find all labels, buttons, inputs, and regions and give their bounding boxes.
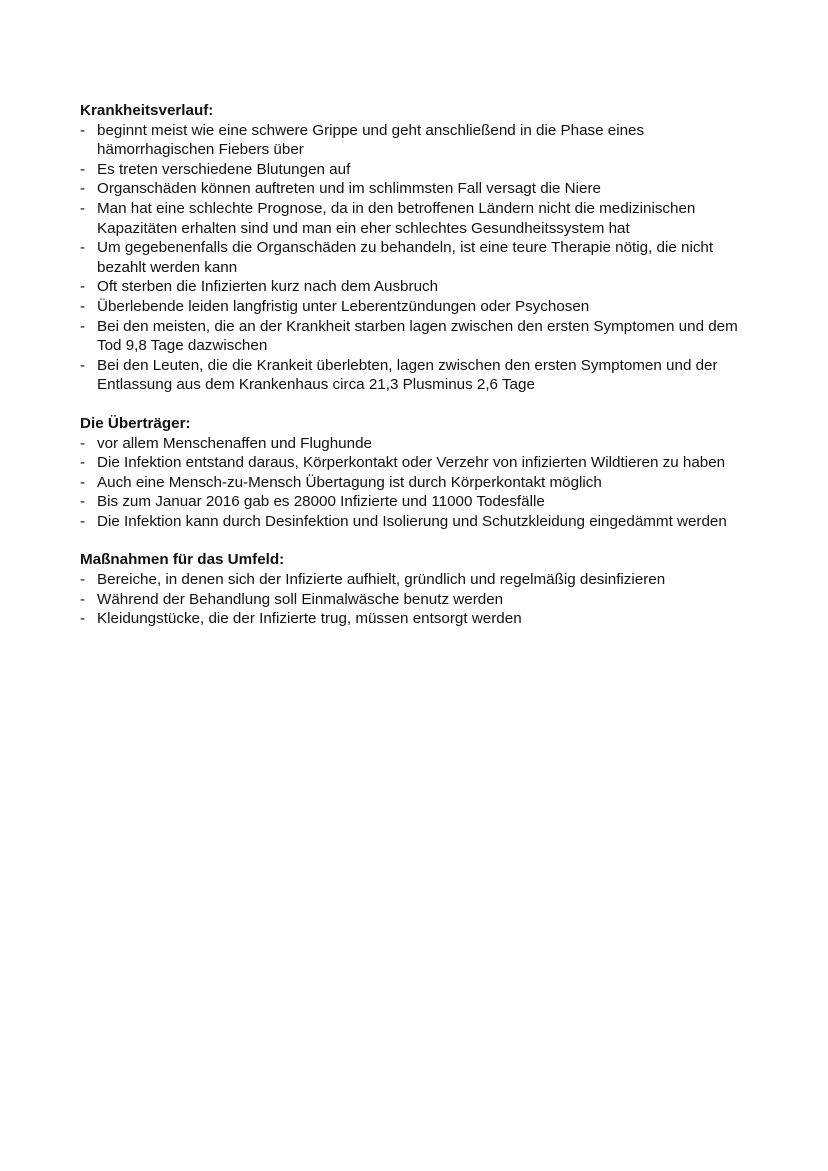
list-item (80, 317, 750, 356)
list-item-text: Oft sterben die Infizierten kurz nach dem Ausbruch (97, 278, 439, 296)
list-item (80, 453, 750, 473)
bullet-marker: - (80, 590, 86, 608)
list-item (80, 570, 750, 590)
bullet-marker: - (80, 493, 86, 511)
document-content (80, 101, 750, 629)
list-item (80, 356, 750, 395)
bullet-marker: - (80, 610, 86, 628)
bullet-marker: - (80, 434, 86, 452)
list-item-text: Die Infektion entstand daraus, Körperkontakt oder Verzehr von infizierten Wildtieren zu haben (97, 454, 726, 472)
list-item-text: Um gegebenenfalls die Organschäden zu behandeln, ist eine teure Therapie nötig, die nicht bezahlt werden kann (97, 239, 714, 276)
list-item-text: beginnt meist wie eine schwere Grippe und geht anschließend in die Phase eines hämorrhagischen Fiebers über (97, 121, 645, 159)
list-item-text: Man hat eine schlechte Prognose, da in den betroffenen Ländern nicht die medizinischen Kapazitäten erhalten sind und man ein eher schlechtes Gesundheitssystem hat (97, 199, 696, 237)
list-item-text: Es treten verschiedene Blutungen auf (97, 160, 351, 178)
list-item (80, 434, 750, 454)
section-heading: Die Überträger: (80, 414, 191, 432)
list-item (80, 238, 750, 277)
bullet-marker: - (80, 317, 86, 335)
list-item-text: Die Infektion kann durch Desinfektion und Isolierung und Schutzkleidung eingedämmt werden (97, 512, 727, 530)
bullet-marker: - (80, 180, 86, 198)
section-heading: Krankheitsverlauf: (80, 102, 214, 119)
list-item-text: Bei den meisten, die an der Krankheit starben lagen zwischen den ersten Symptomen und dem Tod 9,8 Tage dazwischen (97, 317, 738, 355)
list-item (80, 277, 750, 297)
list-item-text: Während der Behandlung soll Einmalwäsche benutz werden (97, 590, 504, 608)
bullet-marker: - (80, 239, 86, 257)
list-item (80, 121, 750, 160)
list-item-text: Bei den Leuten, die die Krankeit überlebten, lagen zwischen den ersten Symptomen und der Entlassung aus dem Krankenhaus circa 21,3 Plusminus 2,6 Tage (97, 356, 718, 394)
list-item (80, 199, 750, 238)
bullet-list (80, 570, 750, 629)
bullet-marker: - (80, 512, 86, 530)
bullet-marker: - (80, 278, 86, 296)
list-item (80, 512, 750, 532)
bullet-list (80, 121, 750, 395)
list-item-text: Organschäden können auftreten und im schlimmsten Fall versagt die Niere (97, 180, 601, 198)
section-heading: Maßnahmen für das Umfeld: (80, 551, 285, 569)
bullet-marker: - (80, 454, 86, 472)
list-item (80, 473, 750, 493)
bullet-marker: - (80, 160, 86, 178)
bullet-marker: - (80, 571, 86, 589)
section-uebertraeger (80, 414, 750, 532)
list-item-text: Auch eine Mensch-zu-Mensch Übertagung ist durch Körperkontakt möglich (97, 473, 602, 491)
list-item (80, 609, 750, 629)
bullet-marker: - (80, 356, 86, 374)
bullet-marker: - (80, 473, 86, 491)
list-item-text: vor allem Menschenaffen und Flughunde (97, 434, 372, 452)
bullet-list (80, 434, 750, 532)
list-item-text: Bis zum Januar 2016 gab es 28000 Infizierte und 11000 Todesfälle (97, 493, 545, 511)
section-massnahmen (80, 550, 750, 628)
list-item (80, 179, 750, 199)
list-item (80, 492, 750, 512)
list-item (80, 590, 750, 610)
section-krankheitsverlauf (80, 101, 750, 395)
list-item (80, 297, 750, 317)
bullet-marker: - (80, 121, 86, 139)
list-item (80, 160, 750, 180)
bullet-marker: - (80, 297, 86, 315)
list-item-text: Kleidungstücke, die der Infizierte trug, müssen entsorgt werden (97, 610, 522, 628)
bullet-marker: - (80, 199, 86, 217)
list-item-text: Überlebende leiden langfristig unter Leberentzündungen oder Psychosen (97, 297, 590, 315)
list-item-text: Bereiche, in denen sich der Infizierte aufhielt, gründlich und regelmäßig desinfizieren (97, 571, 666, 589)
